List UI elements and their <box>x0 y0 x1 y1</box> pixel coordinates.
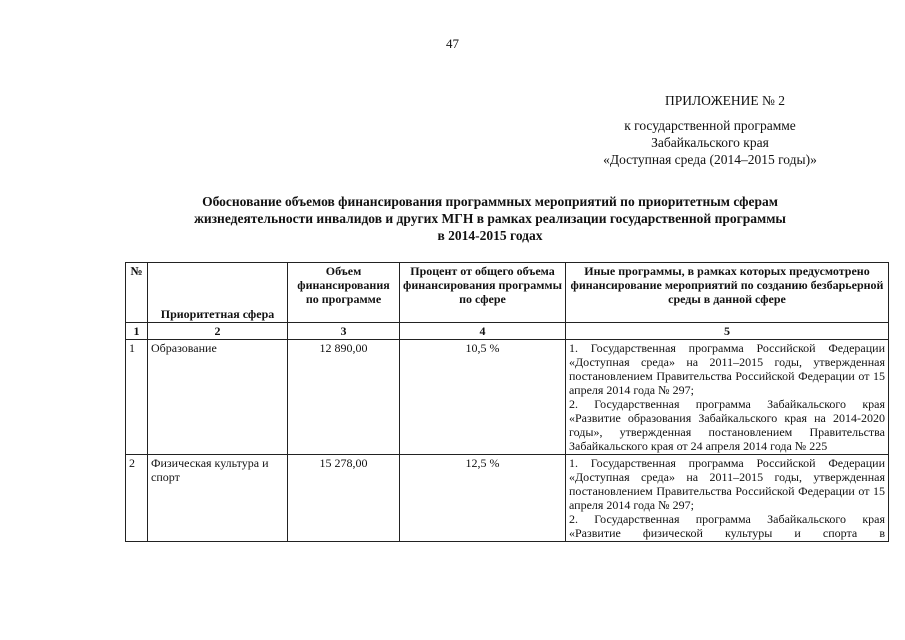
row-percent: 12,5 % <box>400 455 566 542</box>
col-number-4: 4 <box>400 323 566 340</box>
appendix-block <box>560 92 860 168</box>
program-item: 2. Государственная программа Забайкальского края «Развитие физической культуры и спорта в <box>569 512 885 540</box>
header-volume: Объем финансирования по программе <box>288 263 400 323</box>
header-other-programs: Иные программы, в рамках которых предусмотрено финансирование мероприятий по созданию безбарьерной среды в данной сфере <box>566 263 889 323</box>
table-row <box>126 455 889 542</box>
appendix-title: ПРИЛОЖЕНИЕ № 2 <box>665 93 786 108</box>
col-number-2: 2 <box>148 323 288 340</box>
row-programs <box>566 455 889 542</box>
appendix-line-1: к государственной программе <box>624 118 796 133</box>
title-line-2: жизнедеятельности инвалидов и других МГН в рамках реализации государственной программы <box>194 211 786 226</box>
title-line-1: Обоснование объемов финансирования программных мероприятий по приоритетным сферам <box>202 194 778 209</box>
title-line-3: в 2014-2015 годах <box>437 228 543 243</box>
financing-table <box>125 262 889 542</box>
row-percent: 10,5 % <box>400 340 566 455</box>
col-number-3: 3 <box>288 323 400 340</box>
col-number-5: 5 <box>566 323 889 340</box>
header-sphere: Приоритетная сфера <box>148 263 288 323</box>
row-programs <box>566 340 889 455</box>
row-volume: 15 278,00 <box>288 455 400 542</box>
row-number: 2 <box>126 455 148 542</box>
col-number-1: 1 <box>126 323 148 340</box>
header-num: № <box>126 263 148 323</box>
program-item: 1. Государственная программа Российской Федерации «Доступная среда» на 2011–2015 годы, утвержденная постановлением Правительства Российской Федерации от 15 апреля 2014 года № 297; <box>569 456 885 512</box>
header-row <box>126 263 889 323</box>
row-volume: 12 890,00 <box>288 340 400 455</box>
row-sphere: Физическая культура и спорт <box>148 455 288 542</box>
appendix-line-2: Забайкальского края <box>651 135 769 150</box>
column-number-row <box>126 323 889 340</box>
row-sphere: Образование <box>148 340 288 455</box>
document-title <box>140 193 840 244</box>
page-number: 47 <box>446 36 459 51</box>
program-item: 1. Государственная программа Российской Федерации «Доступная среда» на 2011–2015 годы, утвержденная постановлением Правительства Российской Федерации от 15 апреля 2014 года № 297; <box>569 341 885 397</box>
table-row <box>126 340 889 455</box>
appendix-line-3: «Доступная среда (2014–2015 годы)» <box>603 152 817 167</box>
row-number: 1 <box>126 340 148 455</box>
page-bottom-margin <box>0 565 905 640</box>
program-item: 2. Государственная программа Забайкальского края «Развитие образования Забайкальского края на 2014-2020 годы», утвержденная постановлением Правительства Забайкальского края от 24 апреля 2014 года № 225 <box>569 397 885 453</box>
header-percent: Процент от общего объема финансирования программы по сфере <box>400 263 566 323</box>
